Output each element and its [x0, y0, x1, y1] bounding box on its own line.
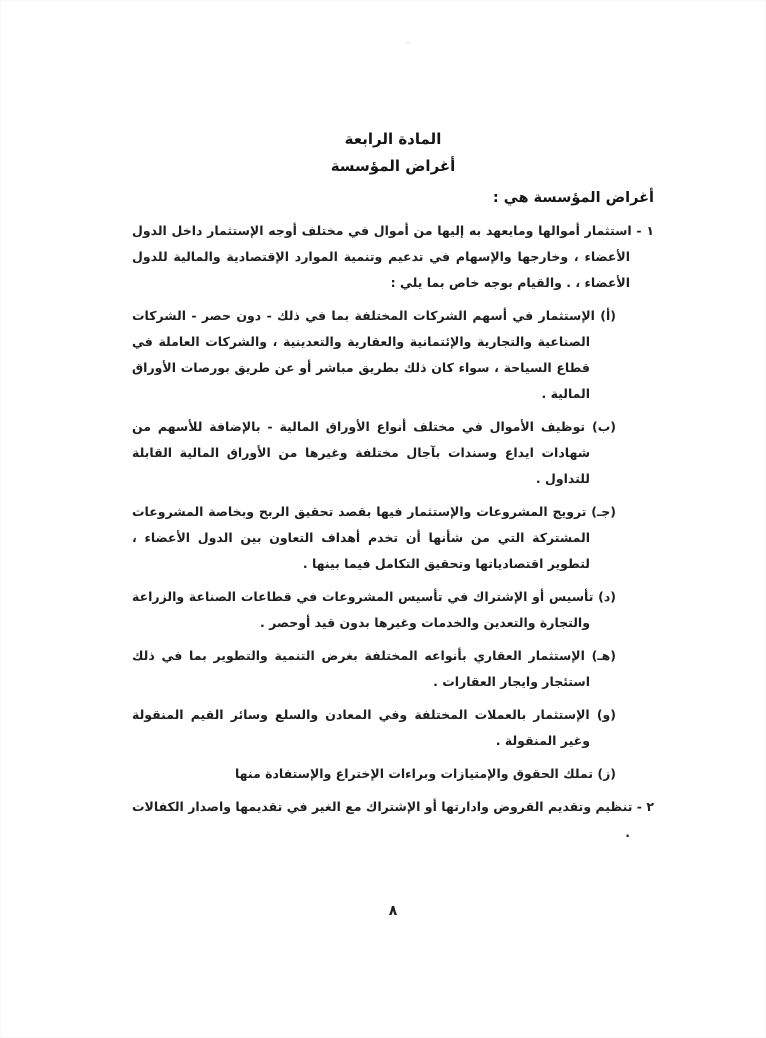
lettered-subitem-j: [132, 499, 654, 577]
lettered-subitem-b: [132, 414, 654, 492]
subitem-letter: (جـ): [591, 504, 616, 519]
subitem-text: ترويج المشروعات والإستثمار فيها بقصد تحقيق الربح وبخاصة المشروعات المشتركة التي من شأنها أن تخدم أهداف التعاون بين الدول الأعضاء ، لتطوير اقتصادياتها وتحقيق التكامل فيما بينها .: [132, 504, 590, 571]
subitem-letter: (د): [598, 589, 616, 604]
lettered-subitem-d: [132, 584, 654, 636]
subitem-text: تملك الحقوق والإمتيازات وبراءات الإختراع والإستفادة منها: [234, 766, 594, 781]
subitem-text: الإستثمار بالعملات المختلفة وفي المعادن والسلع وسائر القيم المنقولة وغير المنقولة .: [132, 707, 590, 748]
subitem-letter: (ز): [597, 766, 616, 781]
subitem-text: توظيف الأموال في مختلف أنواع الأوراق المالية - بالإضافة للأسهم من شهادات ايداع وسندات بآجال مختلفة وغيرها من الأوراق المالية القابلة للتداول .: [132, 419, 590, 486]
item-number: ٢ -: [636, 799, 654, 814]
numbered-item-1: [132, 218, 654, 296]
subitem-text: الإستثمار العقاري بأنواعه المختلفة بغرض التنمية والتطوير بما في ذلك استئجار وايجار العقارات .: [132, 648, 590, 689]
lettered-subitem-h: [132, 643, 654, 695]
item-text: استثمار أموالها ومايعهد به إليها من أموال في مختلف أوجه الإستثمار داخل الدول الأعضاء ، وخارجها والإسهام في تدعيم وتنمية الموارد الإقتصادية والمالية للدول الأعضاء ، . والقيام بوجه خاص بما يلي :: [132, 223, 632, 290]
lettered-subitem-w: [132, 702, 654, 754]
item-number: ١ -: [636, 223, 654, 238]
article-title: المادة الرابعة: [344, 130, 442, 148]
article-subtitle: أغراض المؤسسة: [330, 157, 456, 175]
subitem-letter: (ب): [592, 419, 616, 434]
purposes-intro-line: أغراض المؤسسة هي :: [492, 190, 654, 206]
subitem-letter: (أ): [600, 308, 616, 323]
page-number: ٨: [388, 903, 398, 919]
item-text: تنظيم وتقديم القروض وادارتها أو الإشتراك مع الغير في تقديمها واصدار الكفالات .: [132, 799, 633, 840]
lettered-subitem-a: [132, 303, 654, 407]
subitem-letter: (و): [596, 707, 617, 722]
subitem-letter: (هـ): [591, 648, 616, 663]
lettered-subitem-z: [132, 761, 654, 787]
subitem-text: تأسيس أو الإشتراك في تأسيس المشروعات في قطاعات الصناعة والزراعة والتجارة والتعدين والخدمات وغيرها بدون قيد أوحصر .: [132, 589, 594, 630]
subitem-text: الإستثمار في أسهم الشركات المختلفة بما في ذلك - دون حصر - الشركات الصناعية والتجارية والإئتمانية والعقارية والتعدينية ، والشركات العاملة في قطاع السياحة ، سواء كان ذلك بطريق مباشر أو عن طريق بورصات الأوراق المالية .: [132, 308, 595, 401]
numbered-item-2: [132, 794, 654, 846]
article-body: [132, 0, 654, 846]
